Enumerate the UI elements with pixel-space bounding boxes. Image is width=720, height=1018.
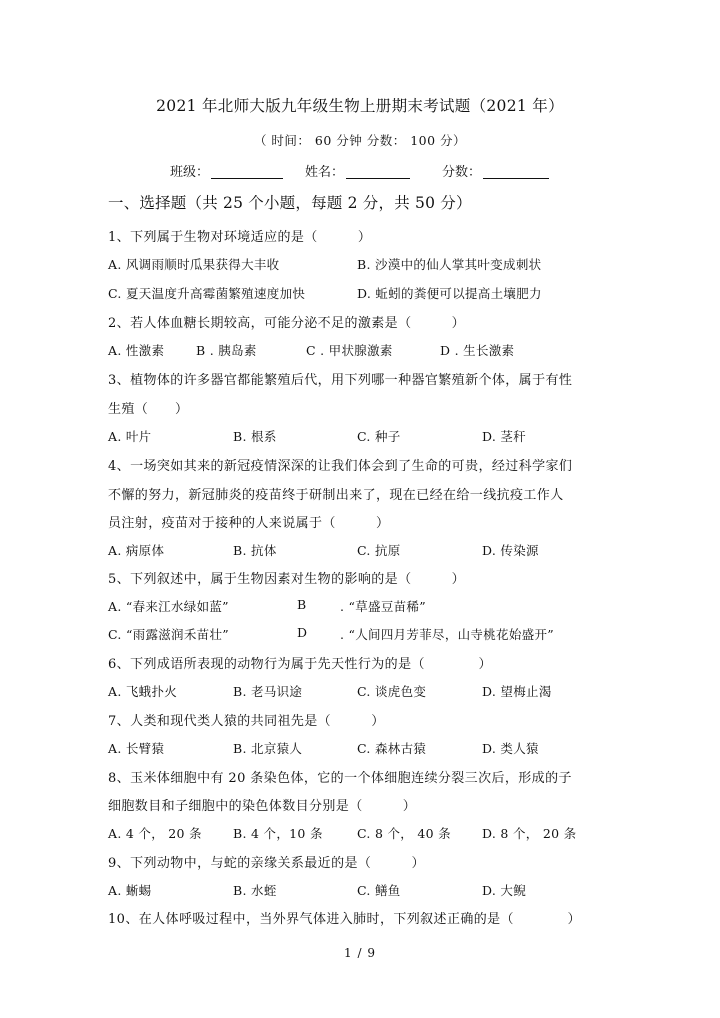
q5-option-d: . “人间四月芳菲尽，山寺桃花始盛开” — [340, 627, 554, 642]
score-label: 分数： — [442, 165, 482, 180]
q1-option-a: A. 风调雨顺时瓜果获得大丰收 — [108, 257, 280, 272]
q5-option-c: C. “雨露滋润禾苗壮” — [108, 627, 229, 642]
class-blank[interactable] — [211, 163, 283, 179]
page-title: 2021 年北师大版九年级生物上册期末考试题（2021 年） — [156, 97, 564, 115]
question-1: 1、下列属于生物对环境适应的是（ ） — [108, 230, 372, 245]
q5-option-b: . “草盛豆苗稀” — [340, 599, 426, 614]
question-5: 5、下列叙述中，属于生物因素对生物的影响的是（ ） — [108, 572, 466, 587]
question-10: 10、在人体呼吸过程中，当外界气体进入肺时，下列叙述正确的是（ ） — [108, 912, 581, 927]
section-heading: 一、选择题（共 25 个小题，每题 2 分，共 50 分） — [108, 194, 472, 212]
q8-option-c: C. 8 个， 40 条 — [357, 826, 451, 841]
score-blank[interactable] — [483, 163, 549, 179]
q8-option-d: D. 8 个， 20 条 — [482, 826, 577, 841]
question-7: 7、人类和现代类人猿的共同祖先是（ ） — [108, 714, 385, 729]
q3-option-b: B. 根系 — [233, 429, 277, 444]
name-blank[interactable] — [346, 163, 410, 179]
q2-option-a: A. 性激素 — [108, 343, 165, 358]
q3-option-d: D. 茎秆 — [482, 429, 527, 444]
q7-option-b: B. 北京猿人 — [233, 741, 303, 756]
question-3-line-1: 3、植物体的许多器官都能繁殖后代，用下列哪一种器官繁殖新个体，属于有性 — [108, 373, 573, 388]
q6-option-b: B. 老马识途 — [233, 684, 303, 699]
q1-option-c: C. 夏天温度升高霉菌繁殖速度加快 — [108, 286, 306, 301]
question-4-line-1: 4、一场突如其来的新冠疫情深深的让我们体会到了生命的可贵，经过科学家们 — [108, 459, 573, 474]
q8-option-b: B. 4 个，10 条 — [233, 826, 323, 841]
q9-option-d: D. 大鲵 — [482, 883, 527, 898]
q1-option-d: D. 蚯蚓的粪便可以提高土壤肥力 — [357, 286, 542, 301]
score-field — [442, 161, 549, 180]
class-label: 班级： — [170, 165, 210, 180]
q1-option-b: B. 沙漠中的仙人掌其叶变成刺状 — [357, 257, 542, 272]
q2-option-c: C . 甲状腺激素 — [306, 343, 393, 358]
q6-option-d: D. 望梅止渴 — [482, 684, 552, 699]
q7-option-d: D. 类人猿 — [482, 741, 539, 756]
question-4-line-2: 不懈的努力，新冠肺炎的疫苗终于研制出来了，现在已经在给一线抗疫工作人 — [108, 488, 564, 503]
name-field — [305, 161, 410, 180]
question-8-line-1: 8、玉米体细胞中有 20 条染色体，它的一个体细胞连续分裂三次后，形成的子 — [108, 771, 572, 786]
q2-option-d: D . 生长激素 — [440, 343, 515, 358]
page-number: 1 / 9 — [344, 946, 376, 960]
q9-option-b: B. 水蛭 — [233, 883, 277, 898]
class-field — [170, 161, 283, 180]
q9-option-c: C. 鳝鱼 — [357, 883, 401, 898]
question-4-line-3: 员注射，疫苗对于接种的人来说属于（ ） — [108, 516, 390, 531]
question-9: 9、下列动物中，与蛇的亲缘关系最近的是（ ） — [108, 856, 425, 871]
q4-option-a: A. 病原体 — [108, 543, 165, 558]
question-3-line-2: 生殖（ ） — [108, 402, 189, 417]
q4-option-b: B. 抗体 — [233, 543, 277, 558]
q7-option-a: A. 长臂猿 — [108, 741, 165, 756]
question-2: 2、若人体血糖长期较高，可能分泌不足的激素是（ ） — [108, 316, 466, 331]
q9-option-a: A. 蜥蜴 — [108, 883, 152, 898]
q4-option-d: D. 传染源 — [482, 543, 539, 558]
q6-option-c: C. 谈虎色变 — [357, 684, 427, 699]
exam-time-score: （ 时间： 60 分钟 分数： 100 分） — [253, 133, 467, 148]
q3-option-c: C. 种子 — [357, 429, 401, 444]
q4-option-c: C. 抗原 — [357, 543, 401, 558]
q7-option-c: C. 森林古猿 — [357, 741, 427, 756]
q3-option-a: A. 叶片 — [108, 429, 152, 444]
q5-option-a: A. “春来江水绿如蓝” — [108, 599, 229, 614]
q8-option-a: A. 4 个， 20 条 — [108, 826, 202, 841]
q5-option-b-letter: B — [297, 597, 307, 612]
question-6: 6、下列成语所表现的动物行为属于先天性行为的是（ ） — [108, 657, 492, 672]
q2-option-b: B . 胰岛素 — [196, 343, 257, 358]
q6-option-a: A. 飞蛾扑火 — [108, 684, 178, 699]
name-label: 姓名： — [305, 165, 345, 180]
q5-option-d-letter: D — [297, 625, 308, 640]
question-8-line-2: 细胞数目和子细胞中的染色体数目分别是（ ） — [108, 799, 417, 814]
